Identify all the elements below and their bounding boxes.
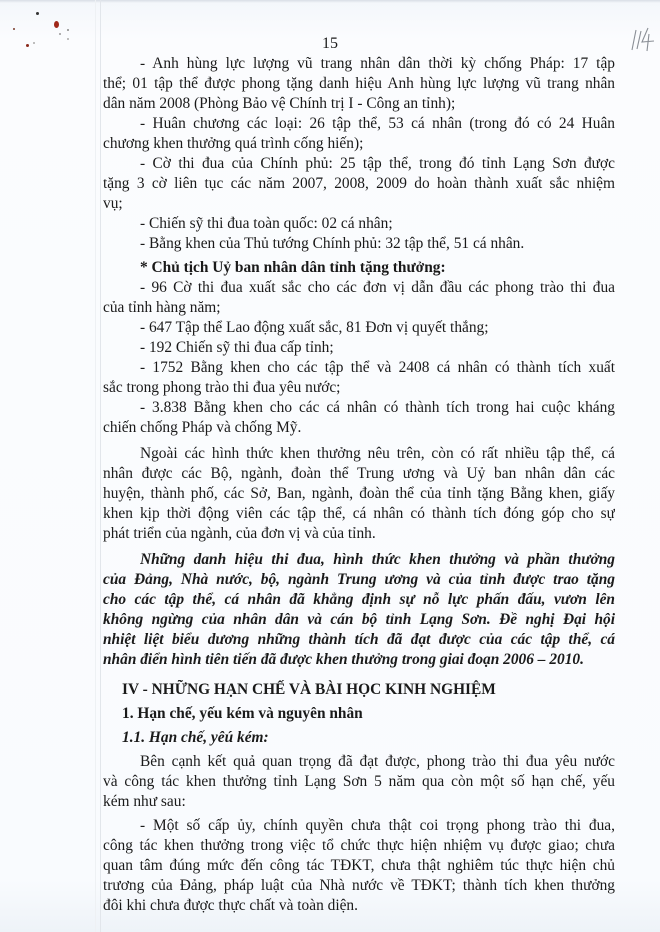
text-line: - 647 Tập thể Lao động xuất sắc, 81 Đơn vị quyết thắng; [140, 319, 489, 336]
text-line: huyện, thành phố, các Sở, Ban, ngành, đoàn thể của tỉnh tặng Bằng khen, giấy [103, 485, 615, 502]
ink-speck [67, 29, 69, 31]
text-line: - Bằng khen của Thủ tướng Chính phủ: 32 tập thể, 51 cá nhân. [140, 235, 525, 252]
subsubsection-heading: 1.1. Hạn chế, yêú kém: [122, 729, 269, 746]
page-number: 15 [322, 35, 338, 52]
text-line: - Huân chương các loại: 26 tập thể, 53 cá nhân (trong đó có 24 Huân [140, 115, 615, 132]
text-line: - Một số cấp ủy, chính quyền chưa thật coi trọng phong trào thi đua, [140, 817, 615, 834]
text-line: nhân được các Bộ, ngành, đoàn thể Trung ương và Uỷ ban nhân dân các [103, 465, 615, 482]
text-line: trương của Đảng, pháp luật của Nhà nước về TĐKT; thành tích khen thưởng [103, 877, 615, 894]
text-line: - Anh hùng lực lượng vũ trang nhân dân thời kỳ chống Pháp: 17 tập [140, 55, 615, 72]
text-line: - 96 Cờ thi đua xuất sắc cho các đơn vị dẫn đầu các phong trào thi đua [140, 279, 615, 296]
text-line: khen kịp thời động viên các tập thể, cá nhân có thành tích đóng góp cho sự [103, 505, 615, 522]
ink-speck [33, 42, 35, 44]
text-line: Ngoài các hình thức khen thưởng nêu trên, còn có rất nhiều tập thể, cá [140, 445, 615, 462]
emphasis-line: nhiệt liệt biểu dương những thành tích đã đạt được của các tập thể, cá [103, 631, 615, 648]
ink-speck [67, 38, 69, 40]
text-line: của tỉnh hàng năm; [103, 299, 221, 316]
text-line: - Cờ thi đua của Chính phủ: 25 tập thể, trong đó tỉnh Lạng Sơn được [140, 155, 615, 172]
ink-speck [54, 21, 59, 28]
scan-fold-line [100, 0, 101, 932]
subheading: * Chủ tịch Uỷ ban nhân dân tỉnh tặng thưởng: [140, 259, 446, 276]
text-line: công tác khen thưởng trong việc tổ chức thực hiện nhiệm vụ được giao; chưa [103, 837, 615, 854]
text-line: vụ; [103, 195, 123, 212]
emphasis-line: nhân điển hình tiên tiến đã được khen thưởng trong giai đoạn 2006 – 2010. [103, 651, 584, 668]
section-heading: IV - NHỮNG HẠN CHẾ VÀ BÀI HỌC KINH NGHIỆM [122, 681, 496, 698]
text-line: tặng 3 cờ liên tục các năm 2007, 2008, 2009 do hoàn thành xuất sắc nhiệm [103, 175, 615, 192]
ink-speck [26, 44, 29, 47]
ink-speck [36, 12, 39, 15]
ink-speck [13, 28, 15, 30]
text-line: quan tâm đúng mức đến công tác TĐKT, chưa thật nghiêm túc thực hiện chủ [103, 857, 615, 874]
emphasis-line: Những danh hiệu thi đua, hình thức khen thưởng và phần thưởng [140, 551, 615, 568]
subsection-heading: 1. Hạn chế, yếu kém và nguyên nhân [122, 705, 363, 722]
text-line: đôi khi chưa được thực chất và toàn diện. [103, 897, 358, 914]
text-line: - 1752 Bằng khen cho các tập thể và 2408 cá nhân có thành tích xuất [140, 359, 615, 376]
text-line: - Chiến sỹ thi đua toàn quốc: 02 cá nhân; [140, 215, 393, 232]
text-line: dân năm 2008 (Phòng Bảo vệ Chính trị I - Công an tỉnh); [103, 95, 456, 112]
ink-speck [59, 33, 61, 35]
text-line: thể; 01 tập thể được phong tặng danh hiệu Anh hùng lực lượng vũ trang nhân [103, 75, 615, 92]
text-line: Bên cạnh kết quả quan trọng đã đạt được, phong trào thi đua yêu nước [140, 753, 615, 770]
text-line: sắc trong phong trào thi đua yêu nước; [103, 379, 341, 396]
text-line: - 3.838 Bằng khen cho các cá nhân có thành tích trong hai cuộc kháng [140, 399, 615, 416]
emphasis-line: cho các tập thể, cá nhân đã khẳng định sự nỗ lực phấn đấu, vươn lên [103, 591, 615, 608]
handwritten-page-mark [628, 24, 656, 52]
emphasis-line: của Đảng, Nhà nước, bộ, ngành Trung ương và của tỉnh được trao tặng [103, 571, 615, 588]
text-line: chiến chống Pháp và chống Mỹ. [103, 419, 302, 436]
text-line: - 192 Chiến sỹ thi đua cấp tỉnh; [140, 339, 334, 356]
text-line: chương khen thưởng quá trình cống hiến); [103, 135, 364, 152]
text-line: và công tác khen thưởng tỉnh Lạng Sơn 5 năm qua còn một số hạn chế, yếu [103, 773, 615, 790]
emphasis-line: không ngừng của nhân dân và cán bộ tỉnh Lạng Sơn. Đề nghị Đại hội [103, 611, 615, 628]
scan-fold-line [95, 0, 96, 932]
text-line: kém như sau: [103, 793, 186, 810]
text-line: phát triển của ngành, của đơn vị và của tỉnh. [103, 525, 376, 542]
